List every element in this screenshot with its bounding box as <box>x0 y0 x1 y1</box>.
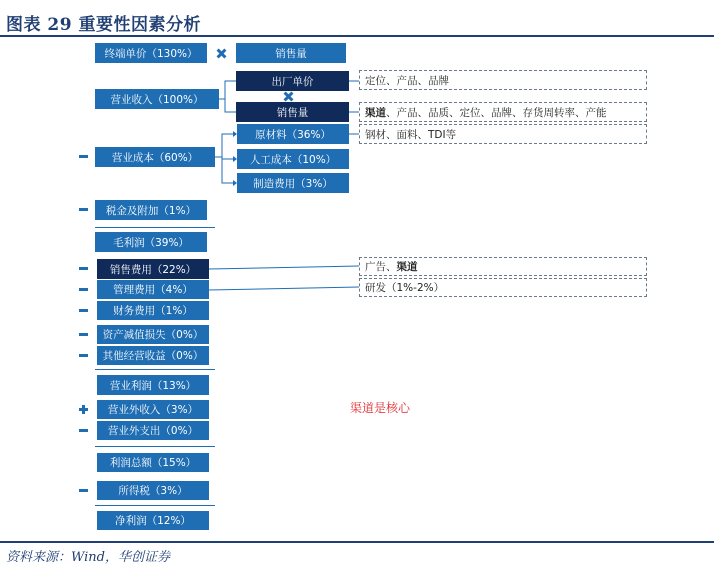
unit-price-box: 终端单价（130%） <box>95 43 207 63</box>
income-tax-box: 所得税（3%） <box>97 481 209 500</box>
subtotal-line <box>95 446 215 447</box>
factory-price-note: 定位、产品、品牌 <box>359 70 647 90</box>
non-op-income-box: 营业外收入（3%） <box>97 400 209 419</box>
operating-profit-box: 营业利润（13%） <box>97 375 209 395</box>
sales-volume-top-box: 销售量 <box>236 43 346 63</box>
revenue-box: 营业收入（100%） <box>95 89 219 109</box>
figure-title: 图表 29 重要性因素分析 <box>6 15 201 35</box>
subtotal-line <box>95 227 215 228</box>
labor-box: 人工成本（10%） <box>237 149 349 169</box>
core-note: 渠道是核心 <box>350 401 411 415</box>
channel-highlight: 渠道 <box>365 106 386 119</box>
minus-icon <box>78 305 89 316</box>
gross-profit-box: 毛利润（39%） <box>95 232 207 252</box>
selling-note-prefix: 广告、 <box>365 261 397 273</box>
note-link <box>209 287 359 290</box>
times-icon <box>216 48 227 59</box>
raw-material-box: 原材料（36%） <box>237 124 349 144</box>
minus-icon <box>78 151 89 162</box>
financial-expense-box: 财务费用（1%） <box>97 301 209 320</box>
minus-icon <box>78 350 89 361</box>
note-link <box>209 266 359 269</box>
subtotal-line <box>95 505 215 506</box>
sales-volume-note <box>359 102 647 122</box>
source-note: 资料来源：Wind，华创证券 <box>6 550 170 565</box>
minus-icon <box>78 425 89 436</box>
tax-box: 税金及附加（1%） <box>95 200 207 220</box>
minus-icon <box>78 204 89 215</box>
factory-price-box: 出厂单价 <box>236 71 349 91</box>
non-op-expense-box: 营业外支出（0%） <box>97 421 209 440</box>
minus-icon <box>78 284 89 295</box>
selling-expense-note <box>359 257 647 276</box>
net-profit-box: 净利润（12%） <box>97 511 209 530</box>
minus-icon <box>78 263 89 274</box>
sales-volume-note-rest: 、产品、品质、定位、品牌、存货周转率、产能 <box>386 106 607 119</box>
sales-volume-box: 销售量 <box>236 102 349 122</box>
admin-expense-note: 研发（1%-2%） <box>359 278 647 297</box>
footer-rule <box>0 541 714 543</box>
channel-highlight: 渠道 <box>396 261 418 273</box>
impairment-box: 资产减值损失（0%） <box>97 325 209 344</box>
plus-icon <box>78 404 89 415</box>
revenue-branch <box>219 81 236 112</box>
cost-box: 营业成本（60%） <box>95 147 215 167</box>
total-profit-box: 利润总额（15%） <box>97 453 209 472</box>
other-income-box: 其他经营收益（0%） <box>97 346 209 365</box>
selling-expense-box: 销售费用（22%） <box>97 259 209 279</box>
minus-icon <box>78 485 89 496</box>
manufacturing-box: 制造费用（3%） <box>237 173 349 193</box>
admin-expense-box: 管理费用（4%） <box>97 280 209 299</box>
subtotal-line <box>95 369 215 370</box>
raw-material-note: 钢材、面料、TDI等 <box>359 124 647 144</box>
cost-branch <box>215 134 233 183</box>
minus-icon <box>78 329 89 340</box>
times-icon <box>283 91 294 102</box>
